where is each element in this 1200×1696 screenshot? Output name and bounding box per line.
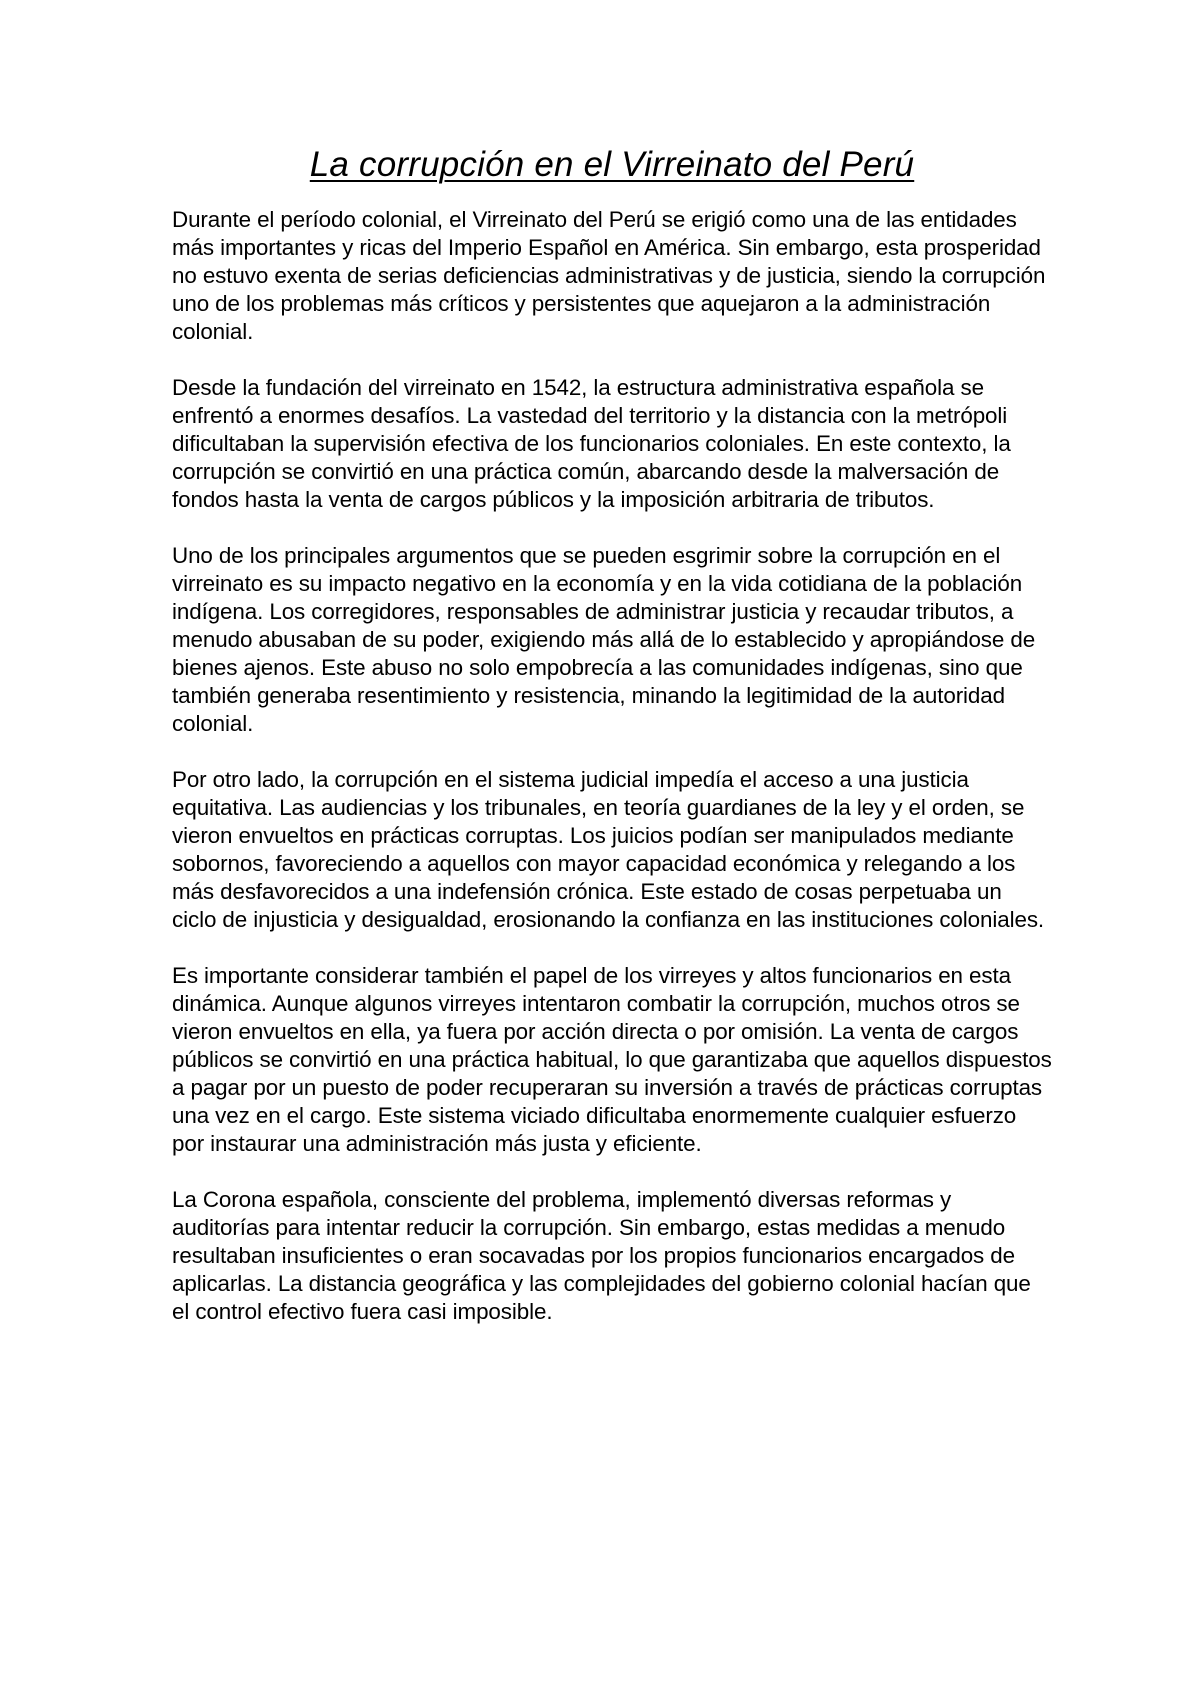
document-title: La corrupción en el Virreinato del Perú [309, 145, 915, 184]
paragraph-3: Uno de los principales argumentos que se pueden esgrimir sobre la corrupción en el virreinato es su impacto negativo en la economía y en la vida cotidiana de la población indígena. Los corregidores, responsables de administrar justicia y recaudar tributos, a menudo abusaban de su poder, exigiendo más allá de lo establecido y apropiándose de bienes ajenos. Este abuso no solo empobrecía a las comunidades indígenas, sino que también generaba resentimiento y resistencia, minando la legitimidad de la autoridad colonial. [172, 543, 1036, 736]
paragraph-1: Durante el período colonial, el Virreinato del Perú se erigió como una de las entidades más importantes y ricas del Imperio Español en América. Sin embargo, esta prosperidad no estuvo exenta de serias deficiencias administrativas y de justicia, siendo la corrupción uno de los problemas más críticos y persistentes que aquejaron a la administración colonial. [172, 207, 1046, 344]
paragraph-5: Es importante considerar también el papel de los virreyes y altos funcionarios en esta dinámica. Aunque algunos virreyes intentaron combatir la corrupción, muchos otros se vieron envueltos en ella, ya fuera por acción directa o por omisión. La venta de cargos públicos se convirtió en una práctica habitual, lo que garantizaba que aquellos dispuestos a pagar por un puesto de poder recuperaran su inversión a través de prácticas corruptas una vez en el cargo. Este sistema viciado dificultaba enormemente cualquier esfuerzo por instaurar una administración más justa y eficiente. [172, 963, 1052, 1156]
paragraph-2: Desde la fundación del virreinato en 1542, la estructura administrativa española se enfrentó a enormes desafíos. La vastedad del territorio y la distancia con la metrópoli dificultaban la supervisión efectiva de los funcionarios coloniales. En este contexto, la corrupción se convirtió en una práctica común, abarcando desde la malversación de fondos hasta la venta de cargos públicos y la imposición arbitraria de tributos. [172, 375, 1011, 512]
paragraph-4: Por otro lado, la corrupción en el sistema judicial impedía el acceso a una justicia equitativa. Las audiencias y los tribunales, en teoría guardianes de la ley y el orden, se vieron envueltos en prácticas corruptas. Los juicios podían ser manipulados mediante sobornos, favoreciendo a aquellos con mayor capacidad económica y relegando a los más desfavorecidos a una indefensión crónica. Este estado de cosas perpetuaba un ciclo de injusticia y desigualdad, erosionando la confianza en las instituciones coloniales. [172, 767, 1045, 932]
paragraph-6: La Corona española, consciente del problema, implementó diversas reformas y auditorías para intentar reducir la corrupción. Sin embargo, estas medidas a menudo resultaban insuficientes o eran socavadas por los propios funcionarios encargados de aplicarlas. La distancia geográfica y las complejidades del gobierno colonial hacían que el control efectivo fuera casi imposible. [172, 1187, 1031, 1324]
document-body [172, 142, 1052, 1354]
